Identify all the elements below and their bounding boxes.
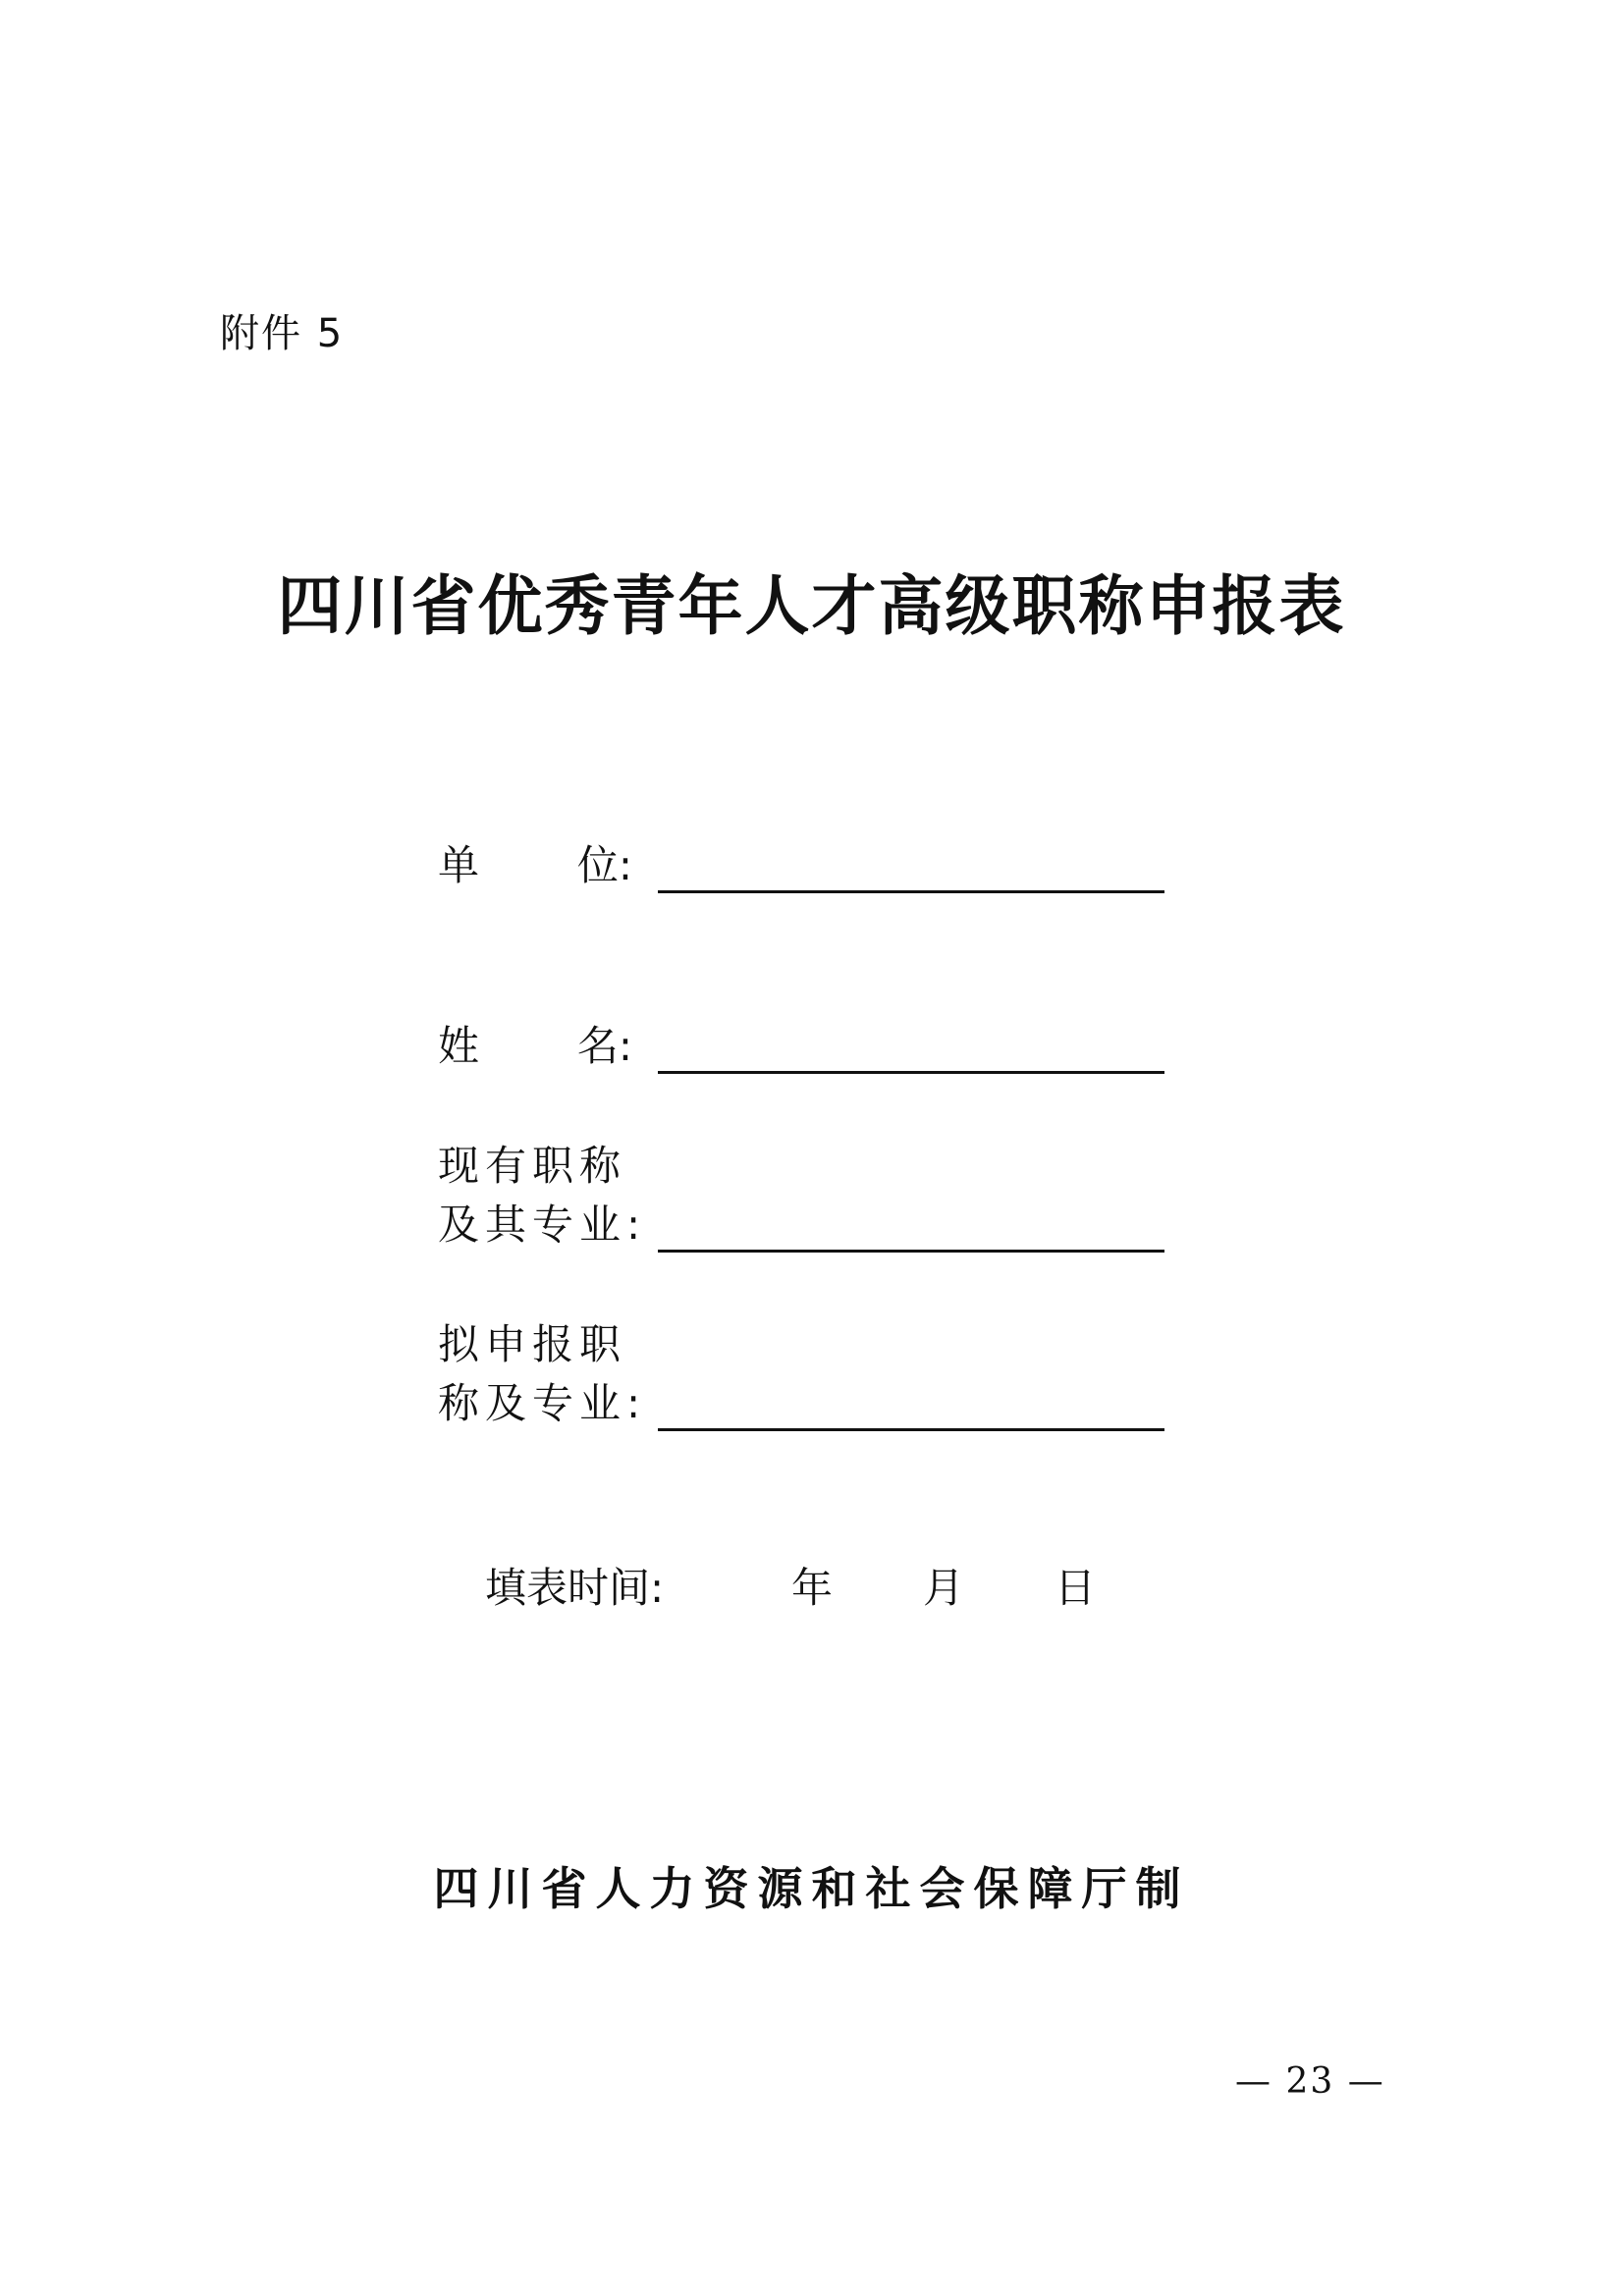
proposed-title-input-line[interactable] — [658, 1428, 1164, 1431]
fill-date-month: 月 — [923, 1564, 965, 1612]
page-number: — 23 — — [1235, 2061, 1385, 2102]
fill-date-day: 日 — [1055, 1564, 1097, 1612]
proposed-title-label-line1: 拟申报职 — [438, 1320, 627, 1368]
current-title-input-line[interactable] — [658, 1250, 1164, 1253]
unit-label-char1: 单 — [438, 841, 480, 889]
unit-label-line — [438, 836, 632, 895]
name-field — [438, 1017, 1164, 1076]
issuer: 四川省人力资源和社会保障厅制 — [433, 1862, 1190, 1915]
unit-label — [438, 836, 650, 895]
proposed-title-field — [438, 1315, 1164, 1433]
name-label-char2: 名: — [576, 1022, 632, 1070]
name-label-char1: 姓 — [438, 1022, 480, 1070]
proposed-title-label — [438, 1315, 650, 1433]
fill-date-label: 填表时间: — [485, 1564, 665, 1612]
name-input-line[interactable] — [658, 1071, 1164, 1074]
unit-label-char2: 位: — [576, 841, 632, 889]
current-title-label-line2: 及其专业: — [438, 1201, 647, 1249]
unit-field — [438, 836, 1164, 895]
current-title-label-line1: 现有职称 — [438, 1142, 627, 1190]
name-label — [438, 1017, 650, 1076]
document-title: 四川省优秀青年人才高级职称申报表 — [277, 567, 1346, 644]
name-label-line — [438, 1017, 632, 1076]
current-title-field — [438, 1137, 1164, 1255]
unit-input-line[interactable] — [658, 890, 1164, 893]
fill-date-year: 年 — [791, 1564, 834, 1612]
attachment-label: 附件 5 — [220, 311, 345, 356]
current-title-label — [438, 1137, 650, 1255]
proposed-title-label-line2: 称及专业: — [438, 1379, 647, 1427]
